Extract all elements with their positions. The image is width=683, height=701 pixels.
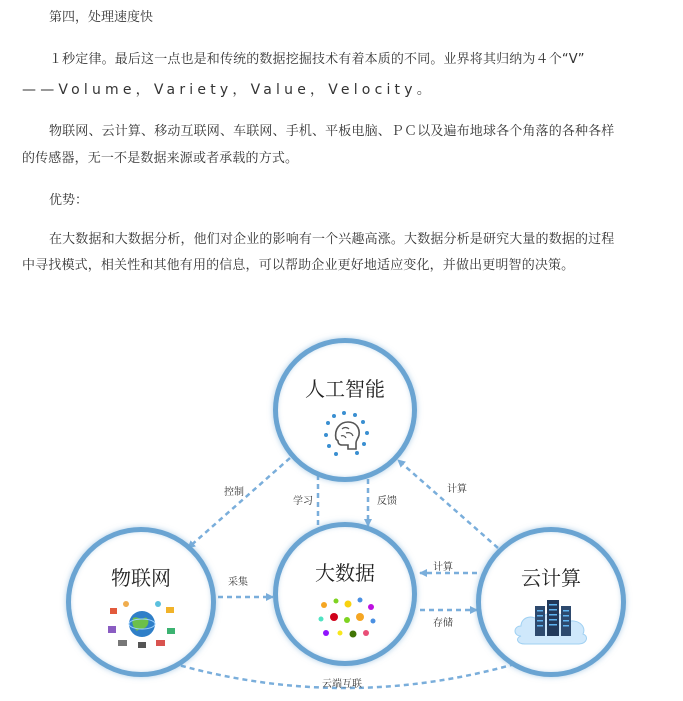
edge-label-compute-top: 计算 <box>447 484 467 495</box>
section-heading: 第四，处理速度快 <box>49 10 154 25</box>
node-iot <box>66 527 216 677</box>
edge-label-collect: 采集 <box>228 577 248 588</box>
arrow-cloud-to-ai <box>398 460 498 548</box>
node-cloud-label: 云计算 <box>521 566 581 590</box>
node-ai-label: 人工智能 <box>305 377 385 401</box>
paragraph-3-line-1: 在大数据和大数据分析，他们对企业的影响有一个兴趣高涨。大数据分析是研究大量的数据的过程 <box>49 232 615 247</box>
edge-label-store: 存储 <box>433 618 453 629</box>
edge-label-control: 控制 <box>224 487 244 498</box>
paragraph-1-line-1: １秒定律。最后这一点也是和传统的数据挖掘技术有着本质的不同。业界将其归纳为４个“V” <box>49 52 585 67</box>
edge-label-learn: 学习 <box>293 496 313 507</box>
paragraph-2-line-2: 的传感器，无一不是数据来源或者承载的方式。 <box>22 151 299 166</box>
node-bigdata-label: 大数据 <box>315 561 375 585</box>
paragraph-1-line-2: ——Volume，Variety，Value，Velocity。 <box>22 82 435 98</box>
advantages-label: 优势： <box>49 193 89 208</box>
node-bigdata <box>273 522 417 666</box>
edge-label-cloud-link: 云端互联 <box>322 679 362 690</box>
node-iot-label: 物联网 <box>111 566 171 590</box>
data-dots-icon <box>316 595 378 641</box>
edge-label-compute-mid: 计算 <box>433 562 453 573</box>
paragraph-2-line-1: 物联网、云计算、移动互联网、车联网、手机、平板电脑、ＰＣ以及遍布地球各个角落的各种各样 <box>49 124 615 139</box>
brain-icon <box>322 411 370 459</box>
globe-devices-icon <box>104 600 180 650</box>
tech-relationship-diagram <box>0 320 683 701</box>
paragraph-3-line-2: 中寻找模式，相关性和其他有用的信息，可以帮助企业更好地适应变化，并做出更明智的决策。 <box>22 258 575 273</box>
edge-label-feedback: 反馈 <box>377 496 397 507</box>
cloud-servers-icon <box>513 596 593 646</box>
node-ai <box>273 338 417 482</box>
node-cloud <box>476 527 626 677</box>
arrow-ai-to-iot <box>188 458 290 548</box>
